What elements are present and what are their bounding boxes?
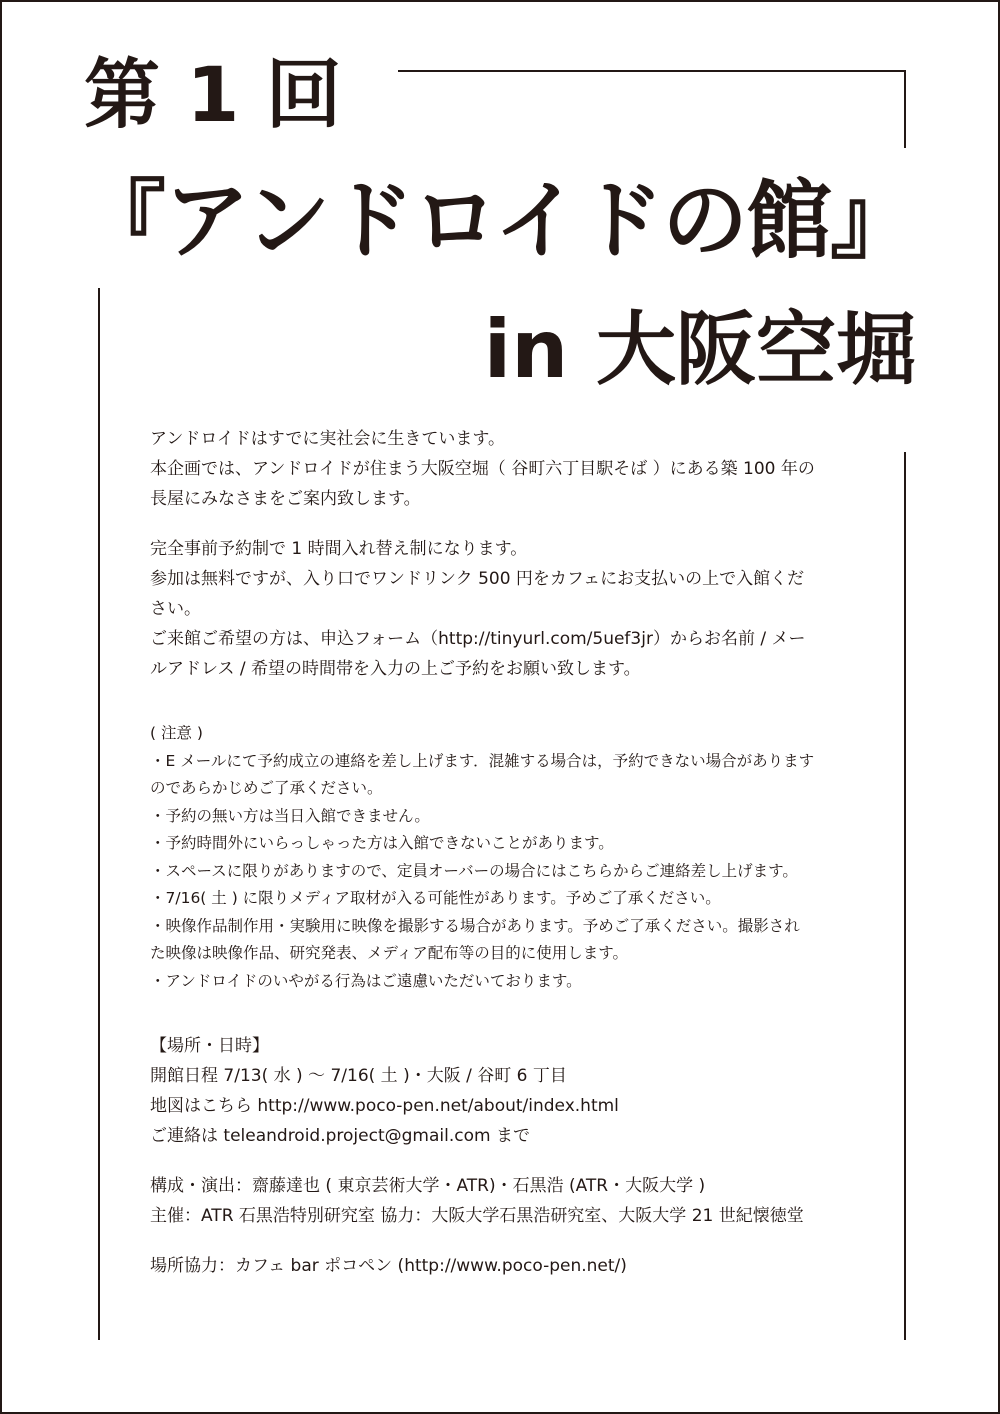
info-section	[150, 1031, 872, 1151]
note-line: ・予約の無い方は当日入館できません。	[150, 806, 430, 825]
note-line: のであらかじめご了承ください。	[150, 779, 383, 797]
venue-section	[150, 1251, 872, 1281]
credits-venue: 場所協力：カフェ bar ポコペン (http://www.poco-pen.net/)	[150, 1256, 627, 1276]
intro-line: アンドロイドはすでに実社会に生きています。	[150, 429, 505, 449]
note-line: ・予約時間外にいらっしゃった方は入館できないことがあります。	[150, 834, 614, 852]
reservation-line: さい。	[150, 599, 201, 619]
body-text	[150, 424, 872, 1281]
top-right-vertical-rule	[904, 70, 906, 148]
note-line: ・スペースに限りがありますので、定員オーバーの場合にはこちらからご連絡差し上げます。	[150, 861, 798, 880]
intro-line: 長屋にみなさまをご案内致します。	[150, 489, 421, 509]
intro-section	[150, 424, 872, 514]
credits-section	[150, 1171, 872, 1231]
credits-direction: 構成・演出：齋藤達也 ( 東京芸術大学・ATR)・石黒浩 (ATR・大阪大学 )	[150, 1176, 706, 1196]
right-vertical-rule	[904, 452, 906, 1340]
note-line: ・E メールにて予約成立の連絡を差し上げます．混雑する場合は，予約できない場合があります	[150, 751, 815, 770]
intro-line: 本企画では、アンドロイドが住まう大阪空堀（ 谷町六丁目駅そば ）にある築 100 年の	[150, 459, 815, 479]
info-heading: 【場所・日時】	[150, 1036, 269, 1056]
info-dates: 開館日程 7/13( 水 ) ～ 7/16( 土 )・大阪 / 谷町 6 丁目	[150, 1066, 567, 1086]
title-edition: 第 1 回	[84, 50, 342, 139]
info-contact: ご連絡は teleandroid.project@gmail.com まで	[150, 1126, 530, 1146]
note-line: ・映像作品制作用・実験用に映像を撮影する場合があります。予めご了承ください。撮影され	[150, 916, 800, 935]
title-location: in 大阪空堀	[483, 303, 916, 396]
info-map: 地図はこちら http://www.poco-pen.net/about/index.html	[150, 1096, 619, 1116]
credits-organizer: 主催：ATR 石黒浩特別研究室 協力：大阪大学石黒浩研究室、大阪大学 21 世紀懐徳堂	[150, 1206, 804, 1226]
reservation-line: 参加は無料ですが、入り口でワンドリンク 500 円をカフェにお支払いの上で入館くだ	[150, 569, 805, 589]
note-line: ・アンドロイドのいやがる行為はご遠慮いただいております。	[150, 971, 582, 990]
reservation-section	[150, 534, 872, 684]
top-right-horizontal-rule	[398, 70, 906, 72]
reservation-line: ルアドレス / 希望の時間帯を入力の上ご予約をお願い致します。	[150, 659, 641, 679]
reservation-line: ご来館ご希望の方は、申込フォーム（http://tinyurl.com/5uef3jr）からお名前 / メー	[150, 629, 806, 649]
reservation-line: 完全事前予約制で 1 時間入れ替え制になります。	[150, 539, 528, 559]
title-main: 『アンドロイドの館』	[80, 171, 914, 271]
note-line: ・7/16( 土 ) に限りメディア取材が入る可能性があります。予めご了承ください。	[150, 889, 721, 907]
left-vertical-rule	[98, 288, 100, 1340]
notes-section	[150, 720, 872, 995]
notes-heading: ( 注意 )	[150, 724, 203, 742]
note-line: た映像は映像作品、研究発表、メディア配布等の目的に使用します。	[150, 944, 629, 962]
